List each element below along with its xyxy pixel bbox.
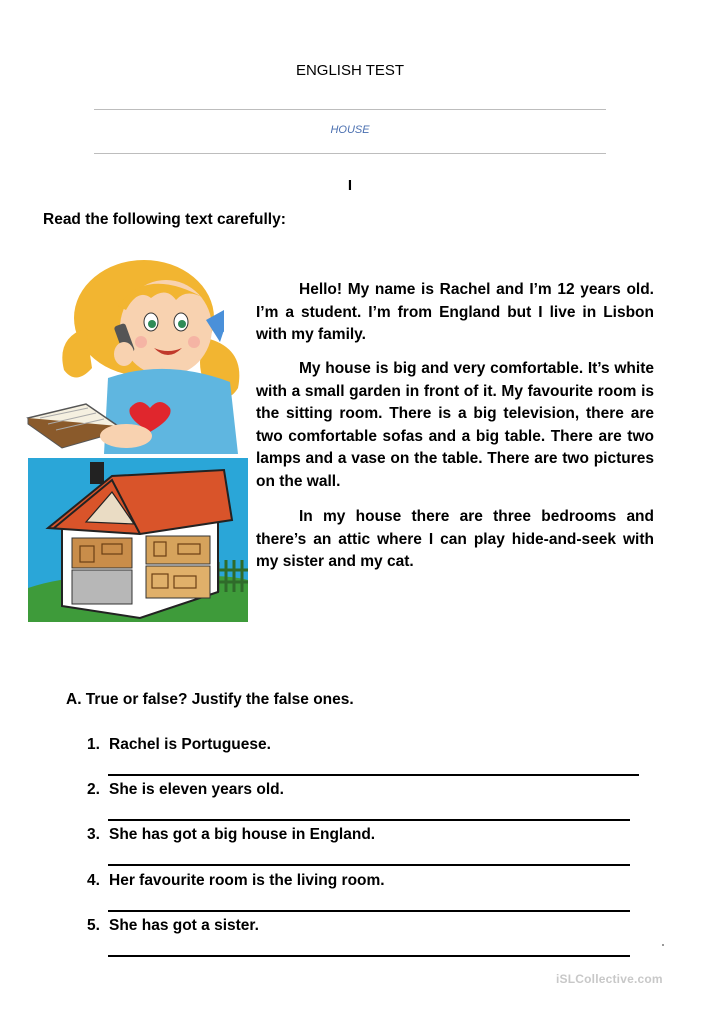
answer-line-1[interactable] bbox=[108, 774, 639, 776]
question-number: 1. bbox=[87, 736, 100, 753]
question-1 bbox=[87, 736, 271, 754]
section-number: I bbox=[347, 177, 353, 194]
page-title: ENGLISH TEST bbox=[295, 62, 405, 79]
girl-hand bbox=[114, 342, 134, 366]
page-subtitle: HOUSE bbox=[330, 124, 370, 136]
passage-paragraph-3: In my house there are three bedrooms and there’s an attic where I can play hide-and-seek with my sister and my cat. bbox=[256, 508, 654, 571]
stray-dot bbox=[662, 944, 664, 946]
answer-line-2[interactable] bbox=[108, 819, 630, 821]
passage-paragraph-1: Hello! My name is Rachel and I’m 12 years old. I’m a student. I’m from England but I live in Lisbon with my family. bbox=[256, 281, 654, 344]
house-cutaway-illustration bbox=[28, 458, 248, 622]
question-number: 2. bbox=[87, 781, 100, 798]
question-number: 3. bbox=[87, 826, 100, 843]
question-4 bbox=[87, 872, 385, 890]
question-number: 5. bbox=[87, 917, 100, 934]
girl-on-phone-illustration bbox=[26, 258, 256, 456]
passage-paragraph-2: My house is big and very comfortable. It’s white with a small garden in front of it. My favourite room is the sitting room. There is a big television, there are two comfortable sofas and a big table. There are two lamps and a vase on the table. There are two pictures on the wall. bbox=[256, 360, 654, 490]
question-number: 4. bbox=[87, 872, 100, 889]
question-text: She has got a sister. bbox=[109, 917, 259, 934]
question-text: Her favourite room is the living room. bbox=[109, 872, 385, 889]
chimney bbox=[90, 462, 104, 484]
answer-line-5[interactable] bbox=[108, 955, 630, 957]
question-2 bbox=[87, 781, 284, 799]
exercise-heading: A. True or false? Justify the false ones. bbox=[66, 691, 354, 708]
title-divider-bottom bbox=[94, 153, 606, 154]
watermark: iSLCollective.com bbox=[556, 972, 663, 986]
room-lower-left bbox=[72, 570, 132, 604]
question-text: Rachel is Portuguese. bbox=[109, 736, 271, 753]
answer-line-4[interactable] bbox=[108, 910, 630, 912]
question-text: She has got a big house in England. bbox=[109, 826, 376, 843]
question-3 bbox=[87, 826, 375, 844]
question-5 bbox=[87, 917, 259, 935]
room-lower-right bbox=[146, 566, 210, 598]
answer-line-3[interactable] bbox=[108, 864, 630, 866]
title-divider-top bbox=[94, 109, 606, 110]
reading-instruction: Read the following text carefully: bbox=[43, 211, 286, 228]
question-text: She is eleven years old. bbox=[109, 781, 284, 798]
